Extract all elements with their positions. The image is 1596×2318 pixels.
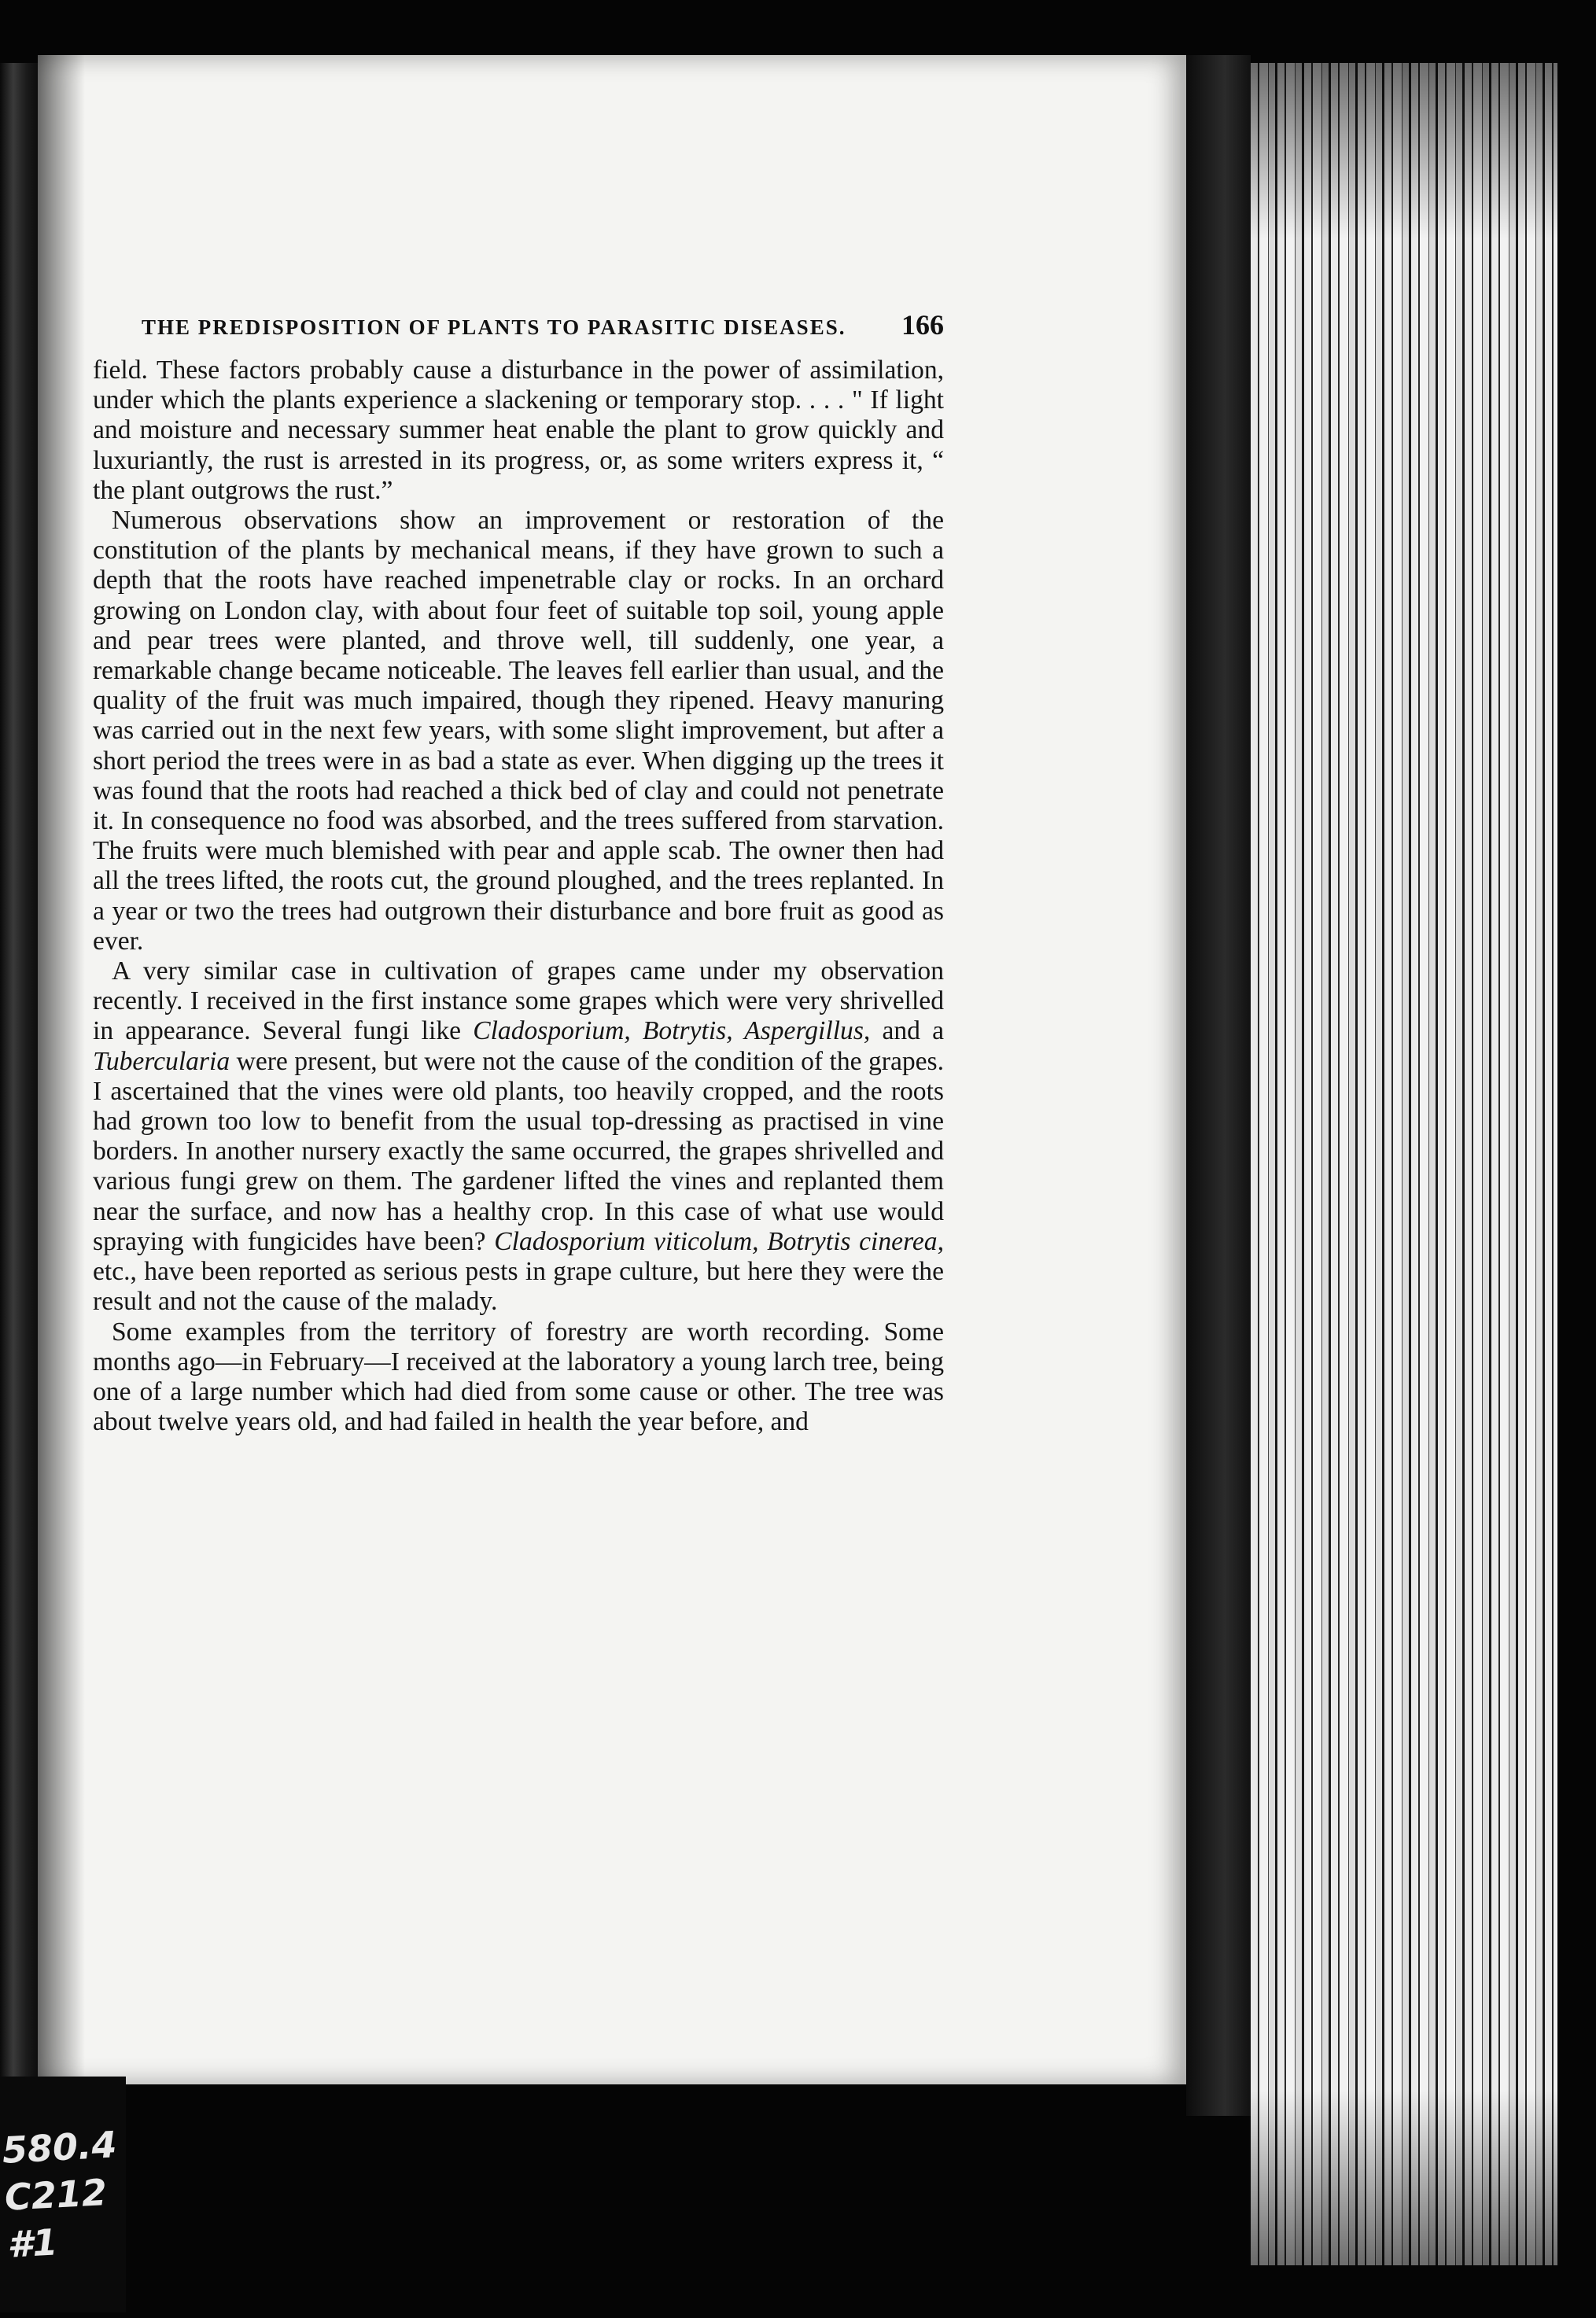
paragraph bbox=[93, 956, 944, 1317]
italic-text: Tubercularia bbox=[93, 1046, 230, 1076]
library-call-number bbox=[1, 2121, 123, 2268]
page-gutter-shadow bbox=[38, 55, 85, 2084]
text-run: A very similar case in cultivation of grapes came under my observation recently. I received in the first instance some grapes which were very shrivelled in appearance. Several fungi like bbox=[93, 956, 944, 1046]
page-edges-stack bbox=[1251, 63, 1557, 2265]
running-head bbox=[142, 308, 944, 341]
page-number: 166 bbox=[901, 309, 944, 341]
text-run: field. These factors probably cause a disturbance in the power of assimilation, under which the plants experience a slackening or temporary stop. . . . " If light and moisture and necessary summer heat enable the plant to grow quickly and luxuriantly, the rust is arrested in its progress, or, as some writers express it, “ the plant outgrows the rust.” bbox=[93, 356, 944, 505]
call-number-line: C212 bbox=[3, 2171, 109, 2219]
text-run: etc., have been reported as serious pests in grape culture, but here they were the result and not the cause of the malady. bbox=[93, 1257, 944, 1317]
page-stack-shadow bbox=[1186, 55, 1251, 2116]
paragraph bbox=[93, 356, 944, 506]
text-run: Numerous observations show an improvement or restoration of the constitution of the plants by mechanical means, if they have grown to such a depth that the roots have reached impenetrable clay or rocks. In an orchard growing on London clay, with about four feet of suitable top soil, young apple and pear trees were planted, and throve well, till suddenly, one year, a remarkable change became noticeable. The leaves fell earlier than usual, and the quality of the fruit was much impaired, though they ripened. Heavy manuring was carried out in the next few years, with some slight improvement, but after a short period the trees were in as bad a state as ever. When digging up the trees it was found that the roots had reached a thick bed of clay and could not penetrate it. In consequence no food was absorbed, and the trees suffered from starvation. The fruits were much blemished with pear and apple scab. The owner then had all the trees lifted, the roots cut, the ground ploughed, and the trees replanted. In a year or two the trees had outgrown their disturbance and bore fruit as good as ever. bbox=[93, 506, 944, 956]
italic-text: Cladosporium viticolum, Botrytis cinerea, bbox=[494, 1226, 944, 1256]
paragraph bbox=[93, 506, 944, 956]
running-head-title: THE PREDISPOSITION OF PLANTS TO PARASITIC DISEASES. bbox=[142, 315, 846, 339]
book-left-edge bbox=[0, 63, 38, 2265]
italic-text: Cladosporium, Botrytis, Aspergillus, bbox=[473, 1016, 871, 1046]
paragraph bbox=[93, 1317, 944, 1438]
body-text bbox=[93, 356, 944, 1437]
call-number-line: 580.4 bbox=[1, 2123, 118, 2172]
call-number-line: #1 bbox=[6, 2220, 59, 2266]
text-run: were present, but were not the cause of the condition of the grapes. I ascertained that the vines were old plants, too heavily cropped, and the roots had grown too low to benefit from the usual top-dressing as practised in vine borders. In another nursery exactly the same occurred, the grapes shrivelled and various fungi grew on them. The gardener lifted the vines and replanted them near the surface, and now has a healthy crop. In this case of what use would spraying with fungicides have been? bbox=[93, 1046, 944, 1256]
text-run: and a bbox=[870, 1016, 944, 1046]
text-run: Some examples from the territory of forestry are worth recording. Some months ago—in February—I received at the laboratory a young larch tree, being one of a large number which had died from some cause or other. The tree was about twelve years old, and had failed in health the year before, and bbox=[93, 1317, 944, 1437]
